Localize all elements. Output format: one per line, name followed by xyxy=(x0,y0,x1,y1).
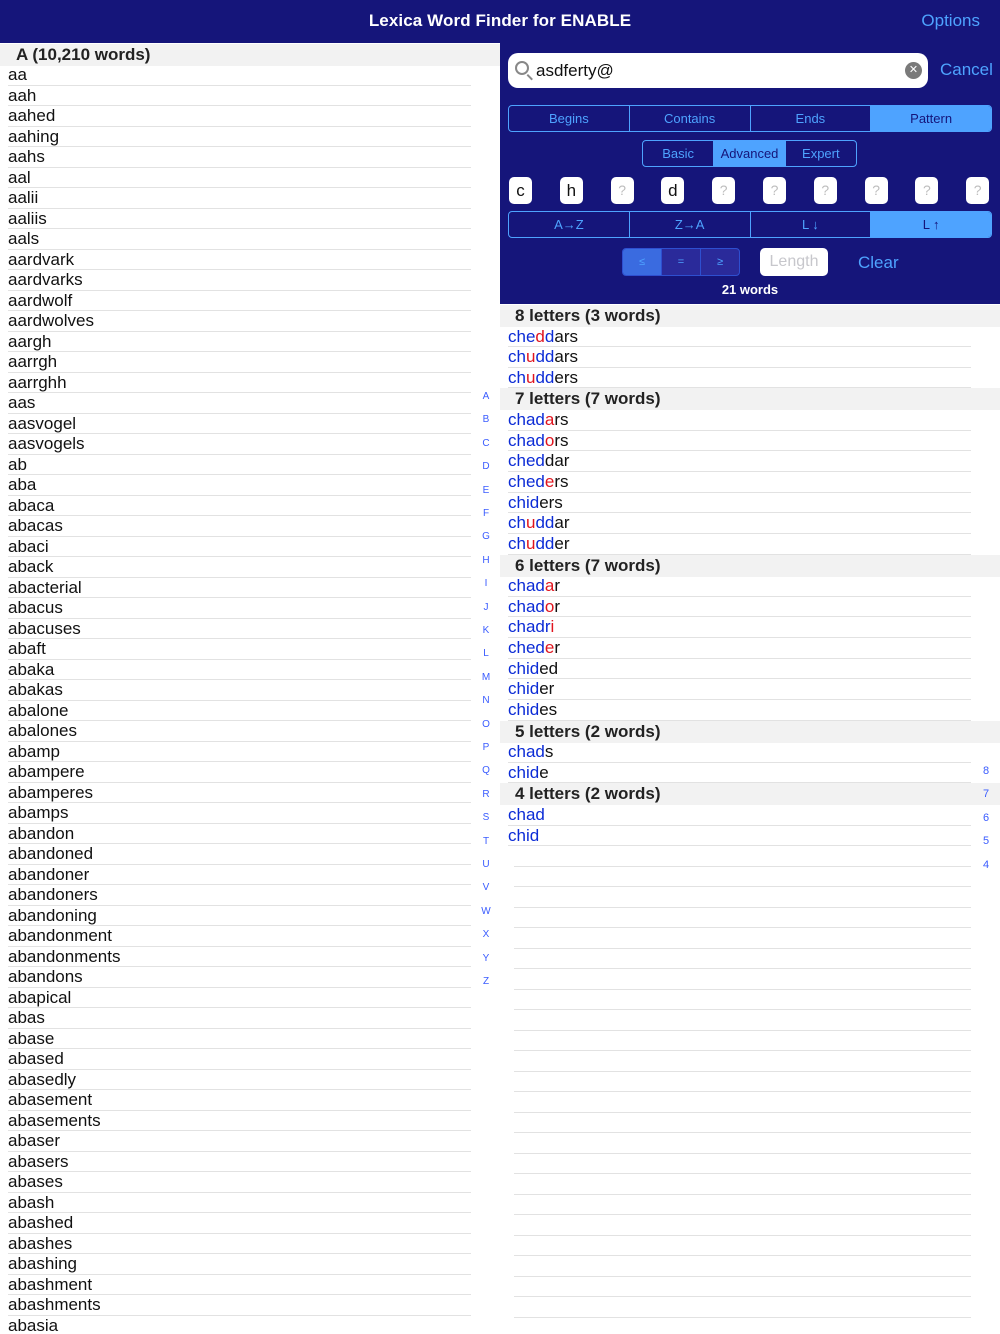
empty-row xyxy=(514,1174,971,1195)
result-word-segment: r xyxy=(554,637,561,657)
level-option-2[interactable]: Expert xyxy=(802,146,840,161)
result-word-segment: rs xyxy=(554,409,569,429)
empty-row xyxy=(514,1236,971,1257)
result-word-segment: ched xyxy=(508,451,545,471)
match-mode-option-3[interactable]: Pattern xyxy=(871,106,991,131)
result-word-segment: dd xyxy=(535,513,555,533)
result-word-segment: d xyxy=(535,326,545,346)
empty-row xyxy=(514,949,971,970)
length-comparator-control xyxy=(622,248,740,276)
clear-search-icon[interactable]: ✕ xyxy=(905,62,922,79)
empty-row xyxy=(514,1277,971,1298)
word-row[interactable]: abash xyxy=(8,1193,471,1214)
result-word-segment: u xyxy=(525,367,536,387)
sort-option-2[interactable]: L ↓ xyxy=(751,212,872,237)
empty-row xyxy=(514,908,971,929)
word-row[interactable]: aba xyxy=(8,475,471,496)
result-word-segment: chid xyxy=(508,825,540,845)
length-index-item[interactable]: 5 xyxy=(982,835,990,848)
word-row[interactable]: abashed xyxy=(8,1213,471,1234)
search-bar[interactable] xyxy=(508,53,928,88)
word-row[interactable]: abandon xyxy=(8,824,471,845)
word-row[interactable]: abamperes xyxy=(8,783,471,804)
result-word-segment: ar xyxy=(554,513,570,533)
alphabet-index-letter[interactable]: R xyxy=(482,788,490,800)
result-word-segment: chad xyxy=(508,409,545,429)
result-count: 21 words xyxy=(721,282,779,297)
pattern-letter-slots xyxy=(509,177,993,205)
word-row[interactable]: aasvogel xyxy=(8,414,471,435)
search-controls xyxy=(500,43,1000,304)
result-word-row[interactable] xyxy=(508,327,971,348)
result-group-header: 4 letters (2 words) xyxy=(500,783,1000,805)
length-index-item[interactable]: 7 xyxy=(982,788,990,801)
alphabet-index-letter[interactable]: C xyxy=(482,437,490,449)
empty-row xyxy=(514,1154,971,1175)
alphabet-index-letter[interactable]: N xyxy=(482,695,490,707)
word-row[interactable]: aardvarks xyxy=(8,270,471,291)
result-word-segment: s xyxy=(544,742,554,762)
result-word-segment: ers xyxy=(554,367,578,387)
result-word-row[interactable] xyxy=(508,534,971,555)
result-group-header: 7 letters (7 words) xyxy=(500,388,1000,410)
word-row[interactable]: abacuses xyxy=(8,619,471,640)
result-word-segment: ch xyxy=(508,347,526,367)
result-word-segment: a xyxy=(544,576,555,595)
pattern-letter-slot[interactable]: ? xyxy=(763,177,786,204)
word-row[interactable]: aasvogels xyxy=(8,434,471,455)
alphabet-index-letter[interactable]: B xyxy=(482,414,490,426)
result-word-row[interactable] xyxy=(508,347,971,368)
result-word-segment: che xyxy=(508,326,536,346)
result-word-segment: dd xyxy=(535,347,555,367)
result-word-segment: ch xyxy=(508,367,526,387)
result-word-segment: dar xyxy=(544,451,570,471)
navigation-bar xyxy=(0,0,1000,43)
result-word-segment: chadr xyxy=(508,617,551,637)
word-list-pane[interactable] xyxy=(0,43,500,1334)
empty-row xyxy=(514,1051,971,1072)
word-row[interactable]: aa xyxy=(8,65,471,86)
pattern-letter-slot[interactable]: ? xyxy=(915,177,938,204)
word-row[interactable]: aardwolf xyxy=(8,291,471,312)
result-word-segment: ched xyxy=(508,637,545,657)
result-word-segment: chad xyxy=(508,430,545,450)
result-word-row[interactable] xyxy=(508,763,971,784)
empty-row xyxy=(514,990,971,1011)
match-mode-option-2[interactable]: Ends xyxy=(751,106,872,131)
empty-row xyxy=(514,1256,971,1277)
word-row[interactable]: abased xyxy=(8,1049,471,1070)
result-word-row[interactable] xyxy=(508,472,971,493)
sort-segmented-control xyxy=(508,211,992,238)
result-word-segment: chad xyxy=(508,742,545,762)
length-comparator-option-2[interactable]: ≥ xyxy=(716,256,724,268)
result-word-segment: ch xyxy=(508,533,526,553)
word-row[interactable]: abases xyxy=(8,1172,471,1193)
length-index-item[interactable]: 8 xyxy=(982,765,990,777)
word-row[interactable]: abaka xyxy=(8,660,471,681)
result-group-header: 5 letters (2 words) xyxy=(500,721,1000,743)
result-word-row[interactable] xyxy=(508,576,971,597)
word-row[interactable]: abase xyxy=(8,1029,471,1050)
result-word-segment: chid xyxy=(508,492,540,512)
result-word-segment: u xyxy=(525,533,536,553)
word-row[interactable]: abandoners xyxy=(8,885,471,906)
word-row[interactable]: abasia xyxy=(8,1316,471,1334)
word-row[interactable]: aas xyxy=(8,393,471,414)
options-button[interactable]: Options xyxy=(921,11,980,30)
length-index-item[interactable]: 6 xyxy=(982,811,990,824)
result-word-segment: d xyxy=(544,326,555,346)
word-row[interactable]: abashment xyxy=(8,1275,471,1296)
word-row[interactable]: aahs xyxy=(8,147,471,168)
result-word-segment: a xyxy=(544,409,555,429)
word-row[interactable]: aarrghh xyxy=(8,373,471,394)
cancel-button[interactable]: Cancel xyxy=(940,60,993,79)
alphabet-index-letter[interactable]: G xyxy=(482,531,490,543)
empty-row xyxy=(514,1113,971,1134)
result-word-segment: rs xyxy=(554,471,569,491)
level-option-0[interactable]: Basic xyxy=(643,141,714,166)
alphabet-index-letter[interactable]: U xyxy=(482,859,490,870)
result-word-row[interactable] xyxy=(508,597,971,618)
word-row[interactable]: aah xyxy=(8,86,471,107)
result-word-row[interactable] xyxy=(508,700,971,721)
pattern-letter-slot[interactable]: ? xyxy=(865,177,888,204)
result-word-segment: e xyxy=(544,471,555,491)
word-row[interactable]: abaci xyxy=(8,537,471,558)
result-word-segment: o xyxy=(544,596,555,616)
result-word-row[interactable] xyxy=(508,659,971,680)
alphabet-index-letter[interactable]: Q xyxy=(482,765,490,777)
result-word-segment: u xyxy=(525,513,536,533)
word-row[interactable]: abacterial xyxy=(8,578,471,599)
empty-row xyxy=(514,1297,971,1318)
result-word-row[interactable] xyxy=(508,826,971,847)
word-row[interactable]: abandons xyxy=(8,967,471,988)
word-row[interactable]: aback xyxy=(8,557,471,578)
result-word-segment: chid xyxy=(508,762,540,782)
alphabet-index-letter[interactable]: L xyxy=(483,648,489,660)
word-row[interactable]: abasers xyxy=(8,1152,471,1173)
result-word-segment: o xyxy=(544,430,555,450)
result-word-segment: chad xyxy=(508,596,545,616)
word-row[interactable]: abashing xyxy=(8,1254,471,1275)
result-word-segment: dd xyxy=(535,533,555,553)
word-row[interactable]: aargh xyxy=(8,332,471,353)
result-word-segment: chid xyxy=(508,658,540,678)
result-word-row[interactable] xyxy=(508,513,971,534)
alphabet-index-letter[interactable]: D xyxy=(482,461,490,473)
word-row[interactable]: aal xyxy=(8,168,471,189)
word-row[interactable]: abasements xyxy=(8,1111,471,1132)
word-row[interactable]: abacas xyxy=(8,516,471,537)
word-row[interactable]: abacus xyxy=(8,598,471,619)
word-row[interactable]: abasedly xyxy=(8,1070,471,1091)
result-word-segment: i xyxy=(550,617,555,637)
alphabet-index-letter[interactable]: V xyxy=(482,882,490,894)
level-option-1[interactable]: Advanced xyxy=(714,141,785,166)
word-row[interactable]: abashments xyxy=(8,1295,471,1316)
alphabet-index-letter[interactable]: H xyxy=(482,554,490,566)
word-row[interactable]: abamps xyxy=(8,803,471,824)
alphabet-index-letter[interactable]: W xyxy=(481,905,491,917)
empty-row xyxy=(514,928,971,949)
sort-option-0[interactable]: A→Z xyxy=(509,212,630,237)
result-word-row[interactable] xyxy=(508,805,971,826)
result-word-segment: ch xyxy=(508,513,526,533)
empty-row xyxy=(514,1031,971,1052)
alphabet-index-letter[interactable]: T xyxy=(482,835,490,847)
result-word-segment: chad xyxy=(508,576,545,595)
alphabet-index-letter[interactable]: M xyxy=(481,671,491,683)
alphabet-index-letter[interactable]: Y xyxy=(482,952,490,964)
result-word-segment: chid xyxy=(508,699,540,719)
word-row[interactable]: abapical xyxy=(8,988,471,1009)
word-row[interactable]: abandonment xyxy=(8,926,471,947)
word-row[interactable]: aahing xyxy=(8,127,471,148)
clear-button[interactable]: Clear xyxy=(858,253,899,272)
alphabet-index-letter[interactable]: A xyxy=(482,391,490,402)
empty-row xyxy=(514,887,971,908)
word-row[interactable]: abalone xyxy=(8,701,471,722)
match-mode-option-1[interactable]: Contains xyxy=(630,106,751,131)
result-word-row[interactable] xyxy=(508,679,971,700)
word-row[interactable]: abasement xyxy=(8,1090,471,1111)
length-index-item[interactable]: 4 xyxy=(982,858,990,871)
word-row[interactable]: abalones xyxy=(8,721,471,742)
match-mode-option-0[interactable]: Begins xyxy=(509,106,630,131)
result-group-header: 8 letters (3 words) xyxy=(500,305,1000,327)
word-row[interactable]: abaft xyxy=(8,639,471,660)
app-title: Lexica Word Finder for ENABLE xyxy=(368,11,632,30)
result-word-row[interactable] xyxy=(508,431,971,452)
empty-row xyxy=(514,1072,971,1093)
result-word-row[interactable] xyxy=(508,451,971,472)
empty-row xyxy=(514,1092,971,1113)
finder-pane xyxy=(500,43,1000,1334)
word-row[interactable]: abashes xyxy=(8,1234,471,1255)
word-row[interactable]: aardvark xyxy=(8,250,471,271)
length-comparator-option-1[interactable]: = xyxy=(662,249,701,275)
alphabet-index-letter[interactable]: F xyxy=(482,508,490,519)
result-word-segment: rs xyxy=(554,430,569,450)
empty-row xyxy=(514,1215,971,1236)
empty-row xyxy=(514,1010,971,1031)
section-header: A (10,210 words) xyxy=(0,44,500,66)
pattern-letter-slot[interactable]: ? xyxy=(966,177,989,204)
level-segmented-control xyxy=(642,140,857,167)
word-row[interactable]: abandoning xyxy=(8,906,471,927)
alphabet-index-letter[interactable]: I xyxy=(484,578,488,590)
word-row[interactable]: abandoned xyxy=(8,844,471,865)
pattern-letter-slot[interactable]: ? xyxy=(611,177,634,204)
word-row[interactable]: aaliis xyxy=(8,209,471,230)
search-input[interactable] xyxy=(536,58,896,83)
length-comparator-option-0[interactable]: ≤ xyxy=(623,249,662,275)
word-row[interactable]: abaca xyxy=(8,496,471,517)
alphabet-index-letter[interactable]: K xyxy=(482,625,490,636)
result-word-segment: ched xyxy=(508,471,545,491)
empty-row xyxy=(514,1133,971,1154)
word-row[interactable]: abamp xyxy=(8,742,471,763)
search-icon xyxy=(515,61,529,75)
word-row[interactable]: ab xyxy=(8,455,471,476)
pattern-letter-slot[interactable]: ? xyxy=(814,177,837,204)
alphabet-index-letter[interactable]: E xyxy=(482,484,490,496)
result-word-segment: r xyxy=(554,596,561,616)
alphabet-index-letter[interactable]: Z xyxy=(482,976,490,987)
word-row[interactable]: abakas xyxy=(8,680,471,701)
result-word-segment: es xyxy=(539,699,558,719)
alphabet-index-letter[interactable]: S xyxy=(482,812,490,824)
empty-row xyxy=(514,969,971,990)
result-word-segment: chad xyxy=(508,804,545,824)
alphabet-index-letter[interactable]: O xyxy=(482,718,490,730)
word-row[interactable]: abaser xyxy=(8,1131,471,1152)
alphabet-index-letter[interactable]: X xyxy=(482,929,490,941)
pattern-letter-slot[interactable]: ? xyxy=(712,177,735,204)
sort-option-3[interactable]: L ↑ xyxy=(871,212,991,237)
word-row[interactable]: abas xyxy=(8,1008,471,1029)
pattern-letter-slot[interactable]: h xyxy=(560,177,583,204)
result-word-segment: r xyxy=(554,576,561,595)
word-row[interactable]: abandoner xyxy=(8,865,471,886)
result-word-segment: ars xyxy=(554,347,578,367)
word-row[interactable]: aardwolves xyxy=(8,311,471,332)
result-word-segment: e xyxy=(544,637,555,657)
result-word-segment: chid xyxy=(508,679,540,699)
empty-row xyxy=(514,1318,971,1334)
empty-row xyxy=(514,1195,971,1216)
word-row[interactable]: aahed xyxy=(8,106,471,127)
result-word-segment: er xyxy=(554,533,570,553)
empty-row xyxy=(514,846,971,867)
result-word-segment: ars xyxy=(554,326,578,346)
match-mode-segmented-control xyxy=(508,105,992,132)
word-row[interactable]: aalii xyxy=(8,188,471,209)
result-word-row[interactable] xyxy=(508,742,971,763)
word-row[interactable]: abandonments xyxy=(8,947,471,968)
pattern-letter-slot[interactable]: d xyxy=(661,177,684,204)
result-word-row[interactable] xyxy=(508,493,971,514)
word-row[interactable]: abampere xyxy=(8,762,471,783)
empty-row xyxy=(514,867,971,888)
word-row[interactable]: aals xyxy=(8,229,471,250)
result-word-segment: ers xyxy=(539,492,563,512)
alphabet-index-letter[interactable]: P xyxy=(482,742,490,753)
result-group-header: 6 letters (7 words) xyxy=(500,555,1000,577)
pattern-letter-slot[interactable]: c xyxy=(509,177,532,204)
result-word-segment: u xyxy=(525,347,536,367)
result-word-segment: er xyxy=(539,679,555,699)
sort-option-1[interactable]: Z→A xyxy=(630,212,751,237)
word-row[interactable]: aarrgh xyxy=(8,352,471,373)
length-input[interactable]: Length xyxy=(760,248,828,276)
result-word-segment: e xyxy=(539,762,549,782)
result-word-row[interactable] xyxy=(508,638,971,659)
result-word-segment: dd xyxy=(535,367,555,387)
result-word-row[interactable] xyxy=(508,617,971,638)
result-word-row[interactable] xyxy=(508,368,971,389)
alphabet-index-letter[interactable]: J xyxy=(483,601,489,613)
result-word-segment: ed xyxy=(539,658,559,678)
result-word-row[interactable] xyxy=(508,410,971,431)
